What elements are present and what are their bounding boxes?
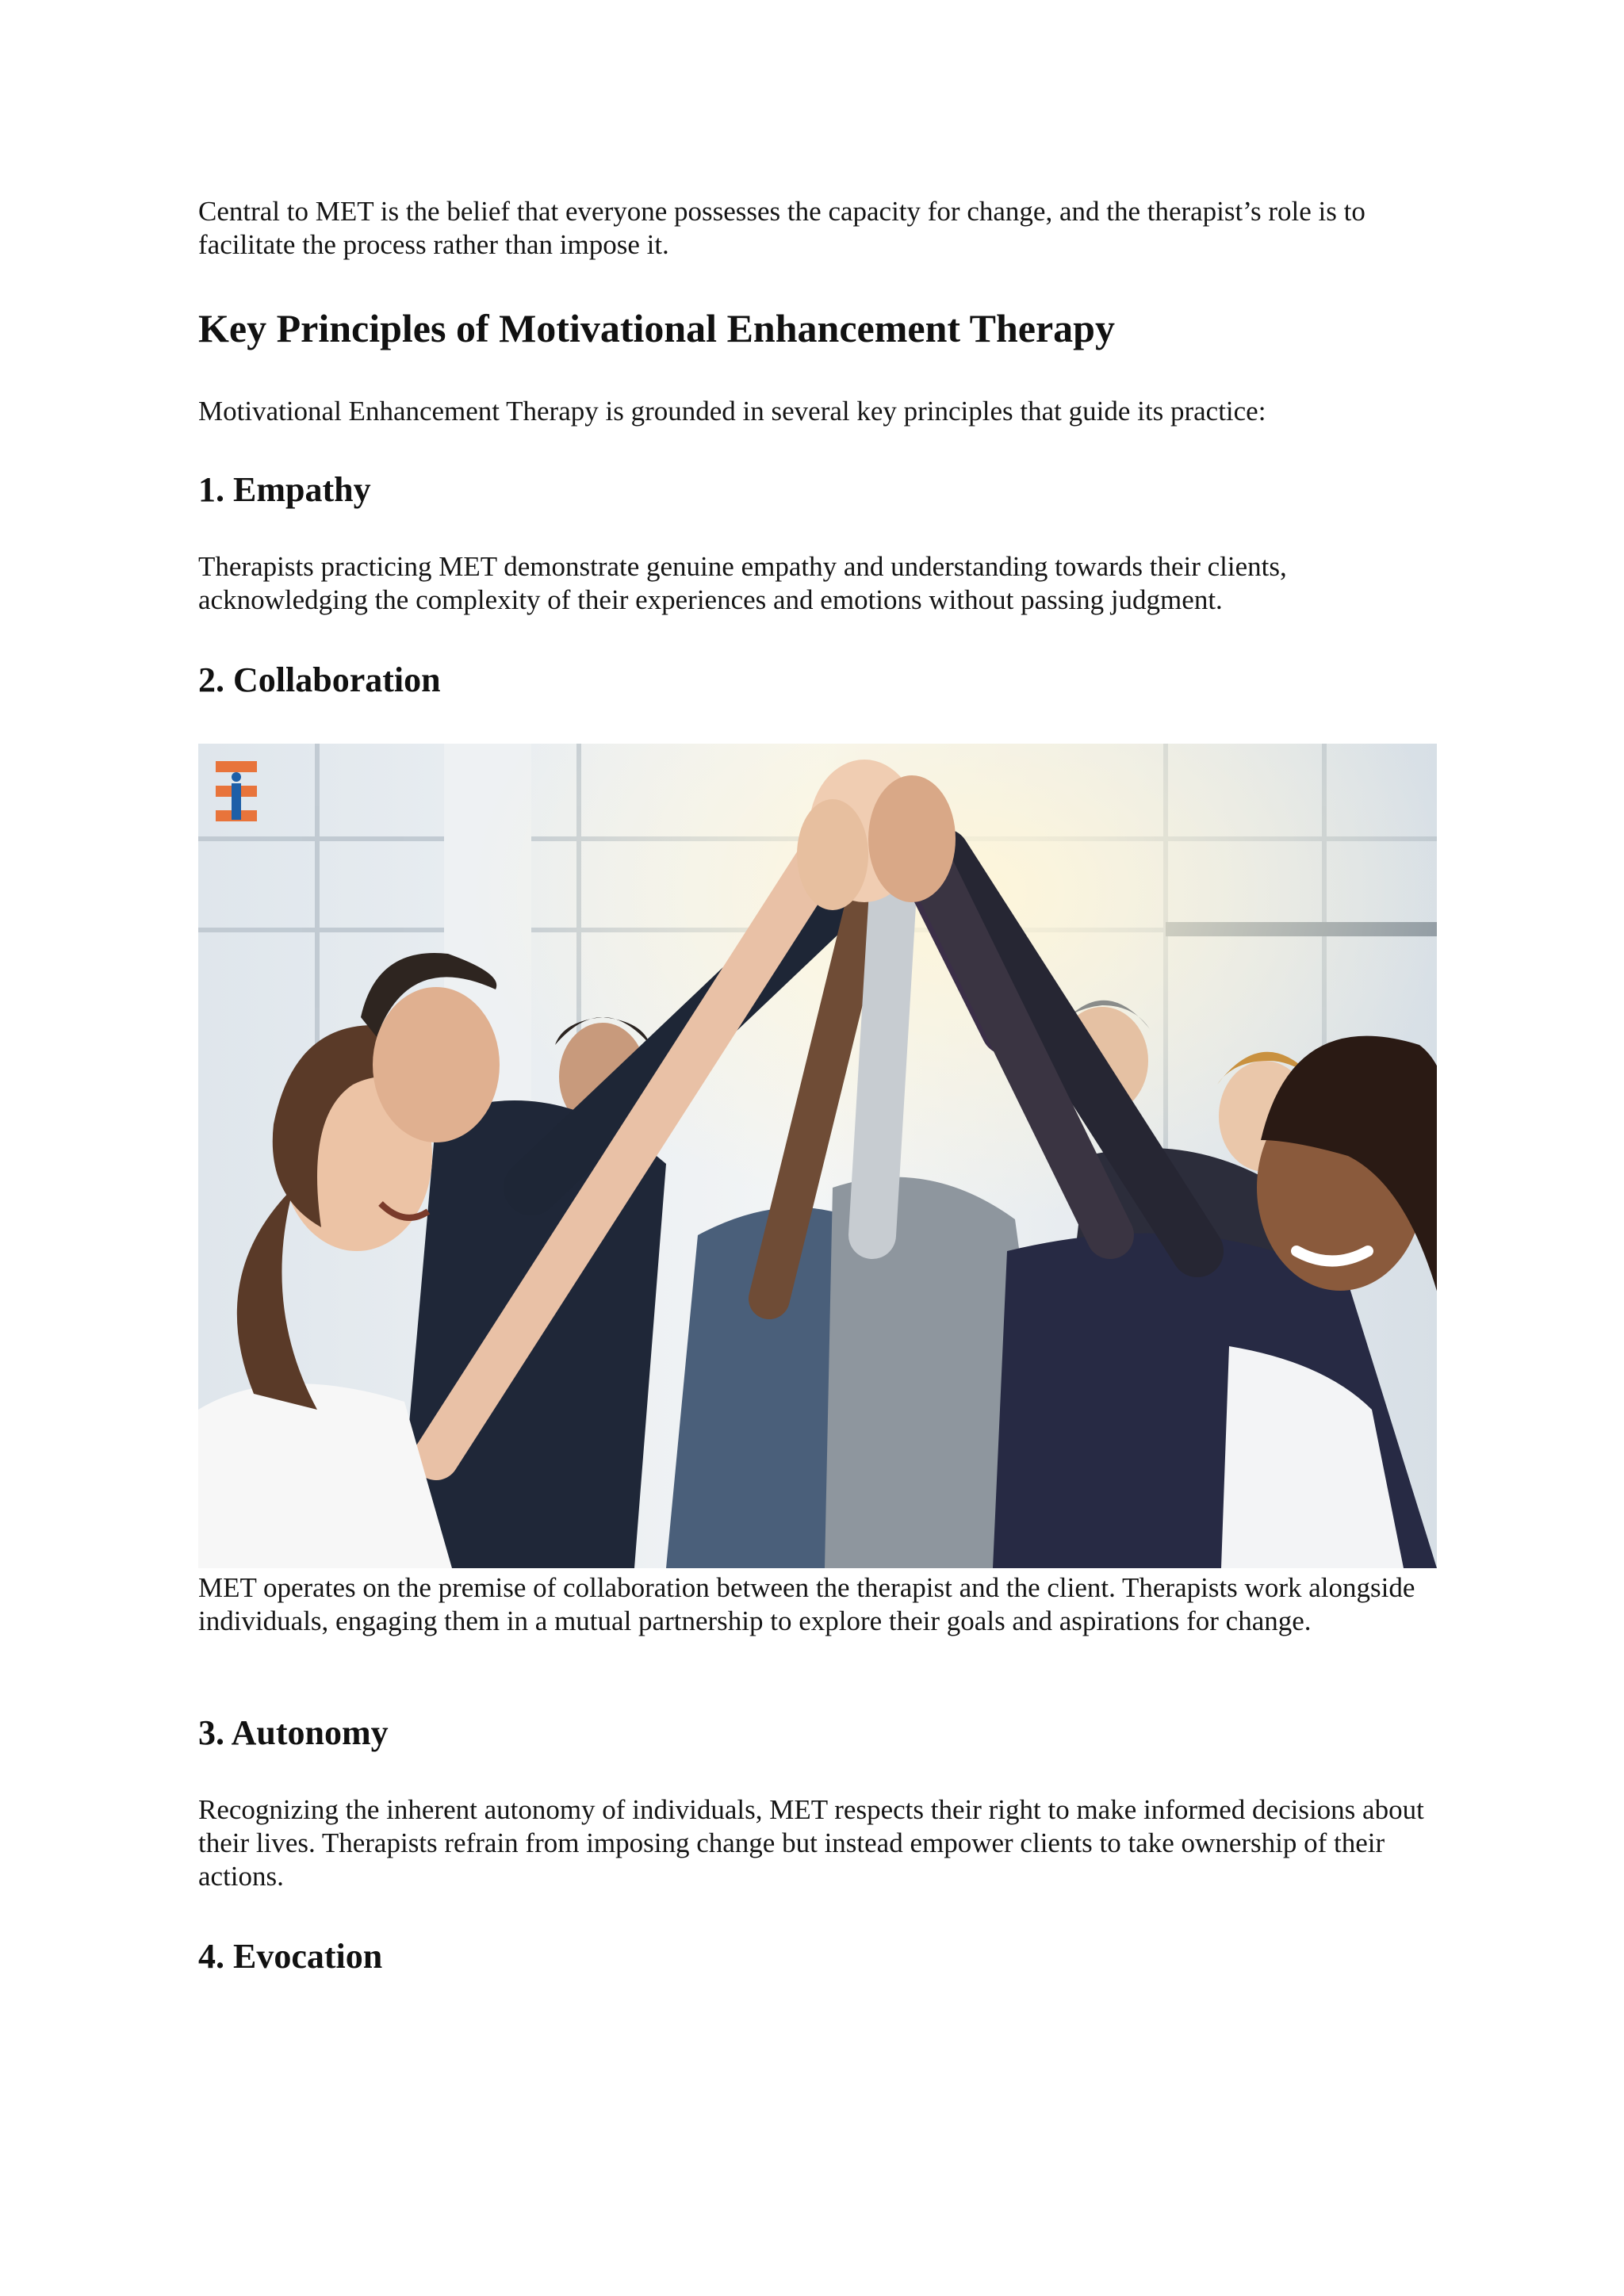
intro-paragraph: Central to MET is the belief that everyone possesses the capacity for change, and the therapist’s role is to facilitate the process rather than impose it. [198, 196, 1365, 260]
team-photo-illustration [198, 744, 1437, 1568]
principle-heading-evocation: 4. Evocation [198, 1937, 383, 1976]
principle-text-collaboration: MET operates on the premise of collaboration between the therapist and the client. Therapists work alongside individuals, engaging them in a mutual partnership to explore their goals and aspirations for change. [198, 1572, 1415, 1636]
principle-text-autonomy: Recognizing the inherent autonomy of individuals, MET respects their right to make informed decisions about their lives. Therapists refrain from imposing change but instead empower clients to take ownership of their actions. [198, 1794, 1424, 1892]
principle-text-empathy: Therapists practicing MET demonstrate genuine empathy and understanding towards their clients, acknowledging the complexity of their experiences and emotions without passing judgment. [198, 551, 1287, 615]
info-i-icon [216, 761, 257, 821]
team-high-five-photo [198, 744, 1437, 1568]
section-title: Key Principles of Motivational Enhancement Therapy [198, 306, 1115, 350]
principle-heading-collaboration: 2. Collaboration [198, 660, 441, 699]
principle-heading-empathy: 1. Empathy [198, 470, 371, 509]
principle-heading-autonomy: 3. Autonomy [198, 1713, 389, 1752]
section-lead: Motivational Enhancement Therapy is grounded in several key principles that guide its practice: [198, 396, 1266, 427]
